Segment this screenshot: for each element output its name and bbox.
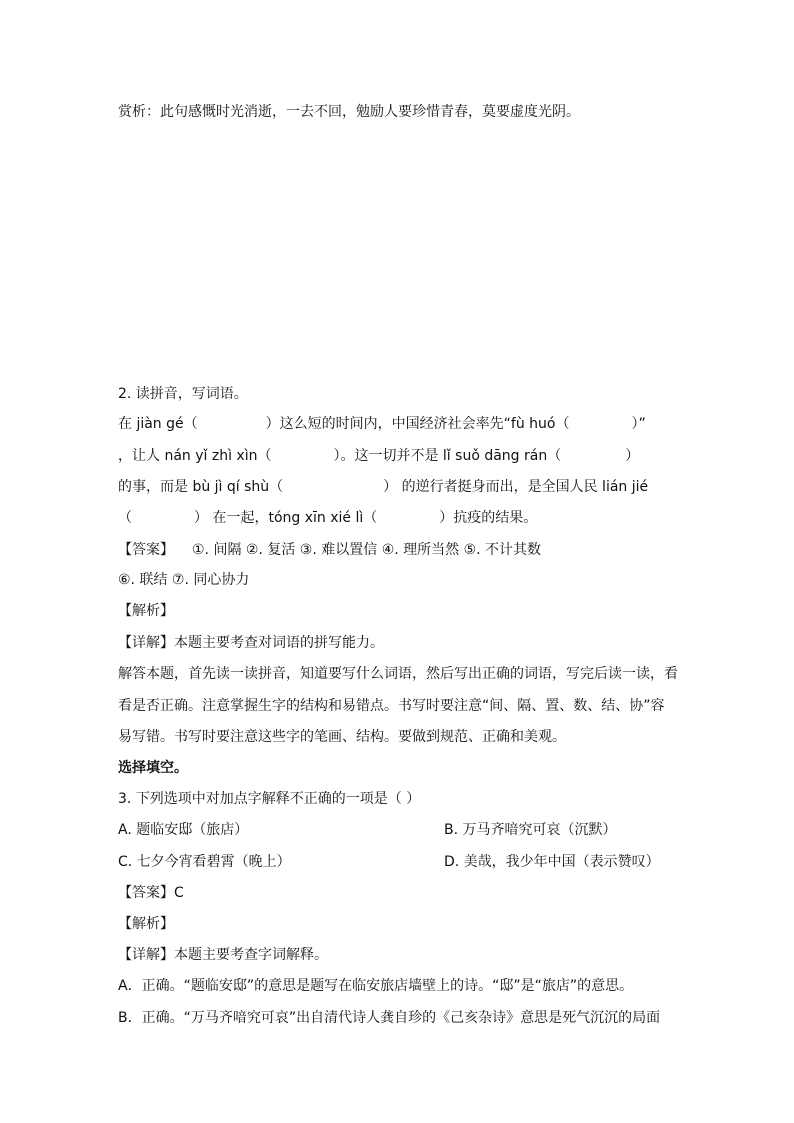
q2-line4-b: ） 在一起，tóng xīn xié lì（: [194, 510, 378, 526]
q2-answers-1: ①. 间隔 ②. 复活 ③. 难以置信 ④. 理所当然 ⑤. 不计其数: [192, 542, 542, 558]
q2-para-1: 解答本题，首先读一读拼音，知道要写什么词语，然后写出正确的词语，写完后读一读，看: [118, 666, 678, 682]
q2-line2-b: ）。这一切并不是 lǐ suǒ dāng rán（: [333, 448, 562, 464]
q3-answer: 【答案】C: [118, 885, 184, 901]
q2-answer-label: 【答案】: [118, 542, 174, 558]
q2-para-3: 易写错。书写时要注意这些字的笔画、结构。要做到规范、正确和美观。: [118, 729, 566, 745]
q2-line1-c: ）”: [631, 416, 646, 432]
section-heading: 选择填空。: [118, 760, 188, 776]
q3-option-d: D. 美哉，我少年中国（表示赞叹）: [444, 854, 660, 870]
q2-title: 2. 读拼音，写词语。: [118, 386, 248, 402]
appreciation-text: 赏析：此句感慨时光消逝，一去不回，勉励人要珍惜青春，莫要虚度光阴。: [118, 104, 580, 120]
q2-line-1: [118, 414, 646, 434]
q3-title: 3. 下列选项中对加点字解释不正确的一项是（ ）: [118, 791, 421, 807]
q2-line2-a: ，让人 nán yǐ zhì xìn（: [118, 448, 272, 464]
q2-analysis-label: 【解析】: [118, 603, 174, 619]
q3-detail: 【详解】本题主要考查字词解释。: [118, 947, 328, 963]
q2-line-2: [118, 446, 639, 466]
q2-line3-a: 的事，而是 bù jì qí shù（: [118, 479, 284, 495]
q2-para-2: 看是否正确。注意掌握生字的结构和易错点。书写时要注意“间、隔、置、数、结、协”容: [118, 698, 665, 714]
q2-answer-row-1: [118, 540, 541, 560]
q2-line4-c: ）抗疫的结果。: [439, 510, 538, 526]
q2-answers-2: ⑥. 联结 ⑦. 同心协力: [118, 572, 250, 588]
q3-option-a: A. 题临安邸（旅店）: [118, 822, 249, 838]
q3-b-explain: B．正确。“万马齐喑究可哀”出自清代诗人龚自珍的《己亥杂诗》意思是死气沉沉的局面: [118, 1010, 661, 1026]
q2-line1-a: 在 jiàn gé（: [118, 416, 198, 432]
q2-detail: 【详解】本题主要考查对词语的拼写能力。: [118, 635, 384, 651]
q3-option-c: C. 七夕今宵看碧霄（晚上）: [118, 854, 291, 870]
q2-line-4: [118, 508, 537, 528]
q2-line-3: [118, 477, 648, 497]
q2-line1-b: ）这么短的时间内，中国经济社会率先“fù huó（: [265, 416, 570, 432]
q3-analysis-label: 【解析】: [118, 916, 174, 932]
q2-line4-a: （: [118, 510, 132, 526]
q3-option-b: B. 万马齐喑究可哀（沉默）: [444, 822, 617, 838]
q3-a-explain: A．正确。“题临安邸”的意思是题写在临安旅店墙壁上的诗。“邸”是“旅店”的意思。: [118, 978, 634, 994]
q2-line2-c: ）: [625, 448, 640, 464]
q2-line3-b: ） 的逆行者挺身而出，是全国人民 lián jié: [383, 479, 649, 495]
